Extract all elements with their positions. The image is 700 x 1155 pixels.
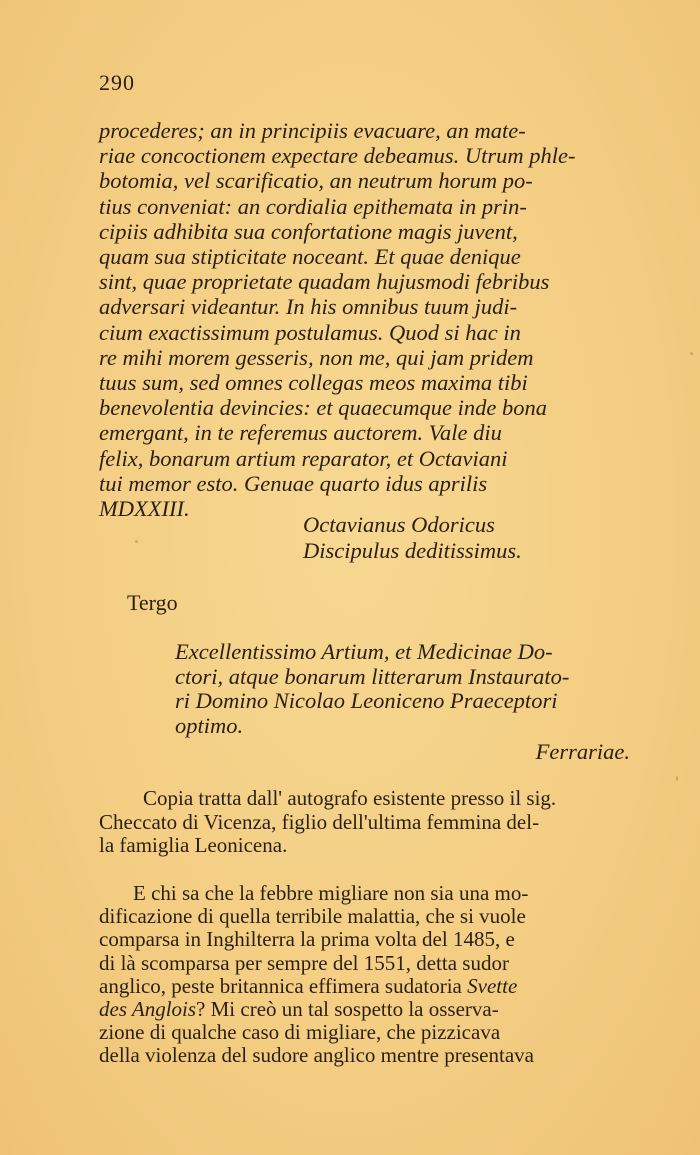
text-line: Copia tratta dall' autografo esistente presso il sig. (143, 786, 557, 810)
text-line: comparsa in Inghilterra la prima volta del 1485, e (99, 927, 515, 952)
text-line: Checcato di Vicenza, figlio dell'ultima femmina del- (99, 809, 540, 834)
text-line: procederes; an in principiis evacuare, an mate- (99, 118, 526, 143)
paper-speck (690, 352, 693, 355)
text-line: E chi sa che la febbre migliare non sia una mo- (133, 881, 529, 905)
text-line: tui memor esto. Genuae quarto idus aprilis (99, 470, 488, 496)
copy-note (99, 787, 639, 858)
text-segment: anglico, peste britannica effimera sudatoria (99, 973, 468, 998)
text-line: dificazione di quella terribile malattia, che si vuole (99, 904, 526, 929)
signature-name: Octavianus Odoricus (303, 512, 495, 537)
italic-segment: Svette (467, 973, 518, 998)
text-line: re mihi morem gesseris, non me, qui jam pridem (99, 344, 534, 370)
text-line: riae concoctionem expectare debeamus. Utrum phle- (99, 143, 576, 169)
text-segment: ? Mi creò un tal sospetto la osserva- (196, 997, 499, 1022)
text-line: botomia, vel scarificatio, an neutrum horum po- (99, 168, 533, 194)
text-line: della violenza del sudore anglico mentre presentava (99, 1043, 534, 1068)
text-line: cium exactissimum postulamus. Quod si hac in (99, 319, 521, 345)
text-line (99, 975, 639, 998)
text-line: quam sua stipticitate noceant. Et quae denique (99, 244, 521, 270)
address-place: Ferrariae. (535, 739, 630, 764)
address-line: optimo. (175, 712, 244, 738)
body-paragraph (99, 882, 639, 1068)
italic-segment: des Anglois (99, 997, 197, 1022)
text-line: tius conveniat: an cordialia epithemata in prin- (99, 193, 527, 219)
paper-speck (135, 540, 138, 543)
address-line: ri Domino Nicolao Leoniceno Praeceptori (175, 688, 558, 713)
text-line: benevolentia devincies: et quaecumque inde bona (99, 395, 547, 421)
address-block (175, 640, 640, 765)
text-line: cipiis adhibita sua confortatione magis juvent, (99, 218, 518, 244)
text-line: MDXXIII. (99, 496, 190, 522)
text-line: adversari videantur. In his omnibus tuum judi- (99, 294, 518, 320)
address-line: Excellentissimo Artium, et Medicinae Do- (175, 639, 553, 664)
text-line: di là scomparsa per sempre del 1551, detta sudor (99, 950, 509, 975)
text-line: emergant, in te referemus auctorem. Vale diu (99, 420, 502, 446)
text-line: tuus sum, sed omnes collegas meos maxima tibi (99, 370, 528, 396)
text-line (99, 998, 639, 1021)
signature-title: Discipulus deditissimus. (303, 538, 522, 563)
text-line: felix, bonarum artium reparator, et Octaviani (99, 445, 508, 471)
paper-speck (676, 776, 678, 781)
address-line: ctori, atque bonarum litterarum Instaurato- (175, 663, 570, 689)
text-line: sint, quae proprietate quadam hujusmodi febribus (99, 269, 550, 295)
text-line: la famiglia Leonicena. (99, 833, 288, 857)
latin-letter (99, 118, 639, 521)
tergo-label: Tergo (127, 590, 178, 615)
page-number: 290 (99, 70, 135, 95)
letter-signature (303, 512, 522, 564)
text-line: zione di qualche caso di migliare, che pizzicava (99, 1020, 501, 1045)
